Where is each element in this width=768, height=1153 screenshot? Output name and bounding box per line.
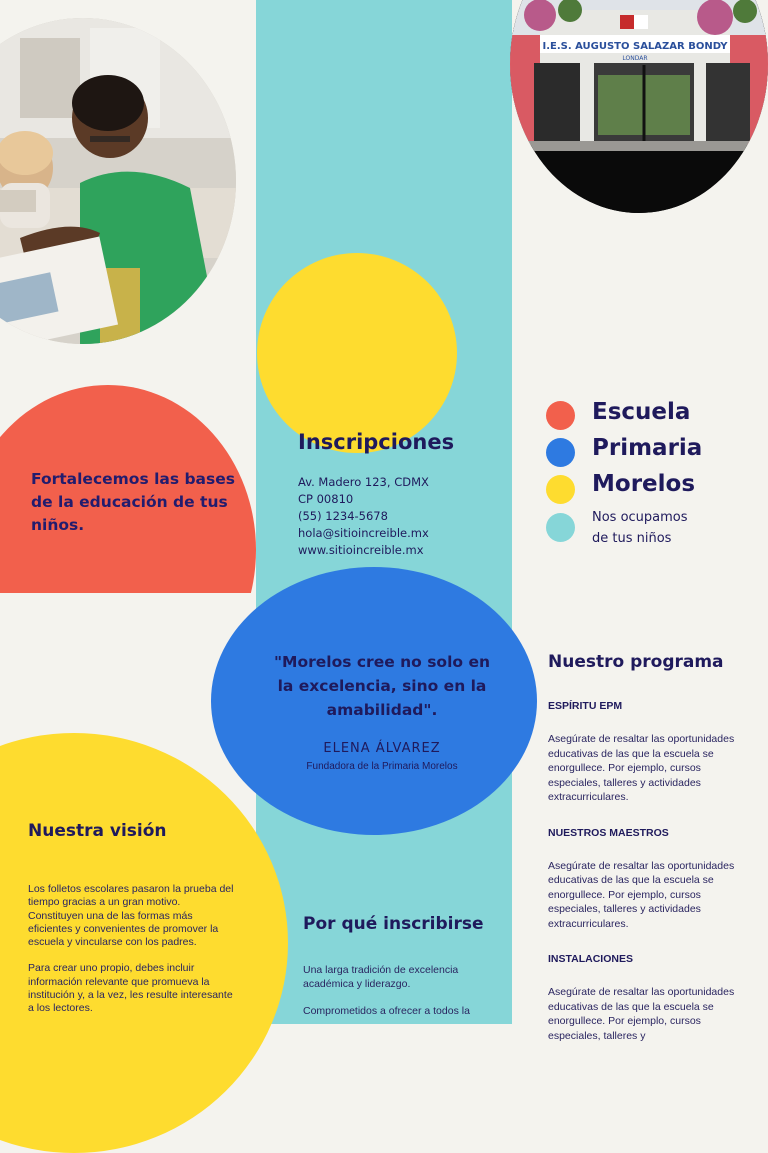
program-section-heading: ESPÍRITU EPM <box>548 700 623 712</box>
school-name <box>592 394 702 502</box>
quote-author-role: Fundadora de la Primaria Morelos <box>306 761 458 772</box>
enrollment-address: Av. Madero 123, CDMX <box>298 475 429 489</box>
vision-title: Nuestra visión <box>28 821 167 841</box>
dot-teal <box>546 513 575 542</box>
vision-paragraph-2: Para crear uno propio, debes incluir información relevante que promueva la institución y, a la vez, les resulte interesante a los lectores. <box>28 962 233 1015</box>
dot-blue <box>546 438 575 467</box>
yellow-circle-shape <box>257 253 457 453</box>
school-name-line-1: Escuela <box>592 399 691 425</box>
school-subtitle <box>592 507 688 549</box>
building-subsign-text: LONDAR <box>622 55 648 62</box>
program-section <box>548 953 746 1043</box>
dot-yellow <box>546 475 575 504</box>
enrollment-phone[interactable]: (55) 1234-5678 <box>298 509 388 523</box>
school-building-photo <box>510 0 768 213</box>
program-section-heading: NUESTROS MAESTROS <box>548 826 669 839</box>
vision-body <box>28 883 238 1029</box>
program-section-heading: INSTALACIONES <box>548 953 633 965</box>
quote-author: ELENA ÁLVAREZ <box>323 741 441 756</box>
why-enroll-body <box>303 964 493 1033</box>
hero-tagline: Fortalecemos las bases de la educación de tus niños. <box>31 470 235 534</box>
school-subtitle-line-1: Nos ocupamos <box>592 510 688 525</box>
school-name-line-3: Morelos <box>592 471 696 497</box>
enrollment-email[interactable]: hola@sitioincreible.mx <box>298 526 429 540</box>
program-sections <box>548 700 746 1065</box>
program-title: Nuestro programa <box>548 652 724 672</box>
why-enroll-title: Por qué inscribirse <box>303 914 484 934</box>
founder-quote: "Morelos cree no solo en la excelencia, sino en la amabilidad". <box>273 653 490 719</box>
why-paragraph-2: Comprometidos a ofrecer a todos la <box>303 1005 470 1017</box>
vision-paragraph-1: Los folletos escolares pasaron la prueba del tiempo gracias a un gran motivo. Constituyen una de las formas más eficientes y convenientes de promover la escuela y vincularse con los padres. <box>28 883 234 949</box>
program-section-text: Asegúrate de resaltar las oportunidades educativas de las que la escuela se enorgullece. Por ejemplo, cursos especiales, talleres y actividades extracurriculares. <box>548 733 735 803</box>
program-section-text: Asegúrate de resaltar las oportunidades educativas de las que la escuela se enorgullece. Por ejemplo, cursos especiales, talleres y actividades extracurriculares. <box>548 859 735 930</box>
school-name-line-2: Primaria <box>592 435 703 461</box>
program-section <box>548 700 746 805</box>
building-sign-text: I.E.S. AUGUSTO SALAZAR BONDY <box>542 41 728 52</box>
enrollment-website[interactable]: www.sitioincreible.mx <box>298 543 424 557</box>
enrollment-postcode: CP 00810 <box>298 492 354 506</box>
enrollment-title: Inscripciones <box>298 430 455 454</box>
school-subtitle-line-2: de tus niños <box>592 531 672 546</box>
dot-red <box>546 401 575 430</box>
program-section-text: Asegúrate de resaltar las oportunidades educativas de las que la escuela se enorgullece. Por ejemplo, cursos especiales, talleres y <box>548 986 735 1042</box>
enrollment-contact <box>298 474 429 559</box>
program-section <box>548 827 746 932</box>
why-paragraph-1: Una larga tradición de excelencia académica y liderazgo. <box>303 964 459 990</box>
